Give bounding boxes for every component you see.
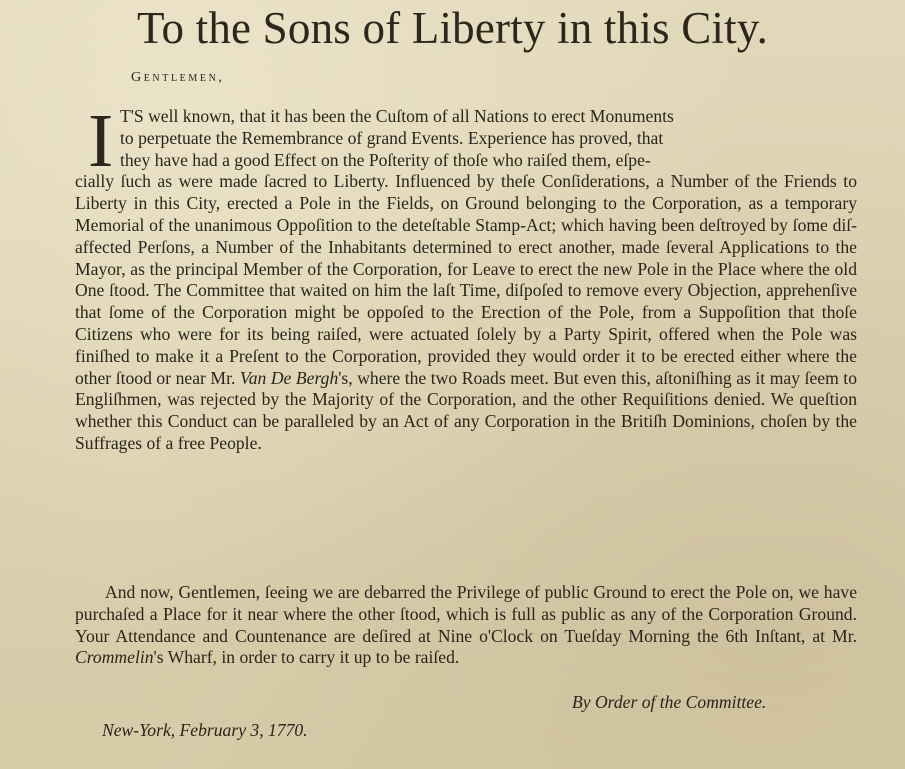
person-name-van-de-bergh: Van De Bergh bbox=[239, 367, 339, 388]
paragraph-second-body-end: 's Wharf, in order to carry it up to be raiſed. bbox=[153, 647, 460, 668]
paragraph-first-body: cially ſuch as were made ſacred to Liberty. Influenced by theſe Conſiderations, a Number of the Friends to Liberty in this City, erected a Pole in the Fields, on Ground belonging to the Corporation, as a temporary Memorial of the unanimous Oppoſition to the deteſtable Stamp-Act; which having been deſtroyed by ſome diſ-affected Perſons, a Number of the Inhabitants determined to erect another, made ſeveral Applications to the Mayor, as the principal Member of the Corporation, for Leave to erect the new Pole in the Place where the old One ſtood. The Committee that waited on him the laſt Time, diſpoſed to remove every Objection, apprehenſive that ſome of the Corporation might be oppoſed to the Erection of the Pole, from a Suppoſition that thoſe Citizens who were for its being raiſed, were actuated ſolely by a Party Spirit, offered when the Pole was finiſhed to make it a Preſent to the Corporation, provided they would order it to be erected either where the other ſtood or near Mr. bbox=[75, 171, 857, 388]
document-title: To the Sons of Liberty in this City. bbox=[136, 3, 769, 53]
drop-cap-letter: I bbox=[88, 99, 114, 183]
salutation: Gentlemen, bbox=[131, 70, 225, 85]
paragraph-second-body: And now, Gentlemen, ſeeing we are debarred the Privilege of public Ground to erect the Pole on, we have purchaſed a Place for it near where the other ſtood, which is full as public as any of the Corporation Ground. Your Attendance and Countenance are deſired at Nine o'Clock on Tueſday Morning the 6th Inſtant, at Mr. bbox=[75, 582, 857, 646]
paragraph-first-body-end: 's, where the two Roads meet. But even this, aſtoniſhing as it may ſeem to Engliſhmen, was rejected by the Majority of the Corporation, and the other Requiſitions denied. We queſtion whether this Conduct can be paralleled by an Act of any Corporation in the Britiſh Dominions, choſen by the Suffrages of a free People. bbox=[75, 367, 857, 453]
paragraph-first bbox=[75, 106, 857, 455]
paragraph-second bbox=[75, 582, 857, 669]
paragraph-first-line-1: T'S well known, that it has been the Cuſtom of all Nations to erect Monuments bbox=[120, 106, 674, 126]
paragraph-first-line-3: they have had a good Effect on the Poſterity of thoſe who raiſed them, eſpe- bbox=[120, 149, 651, 170]
dateline: New-York, February 3, 1770. bbox=[102, 720, 308, 740]
person-name-crommelin: Crommelin bbox=[75, 647, 154, 668]
signoff: By Order of the Committee. bbox=[572, 692, 767, 712]
paragraph-first-line-2: to perpetuate the Remembrance of grand Events. Experience has proved, that bbox=[120, 127, 664, 148]
